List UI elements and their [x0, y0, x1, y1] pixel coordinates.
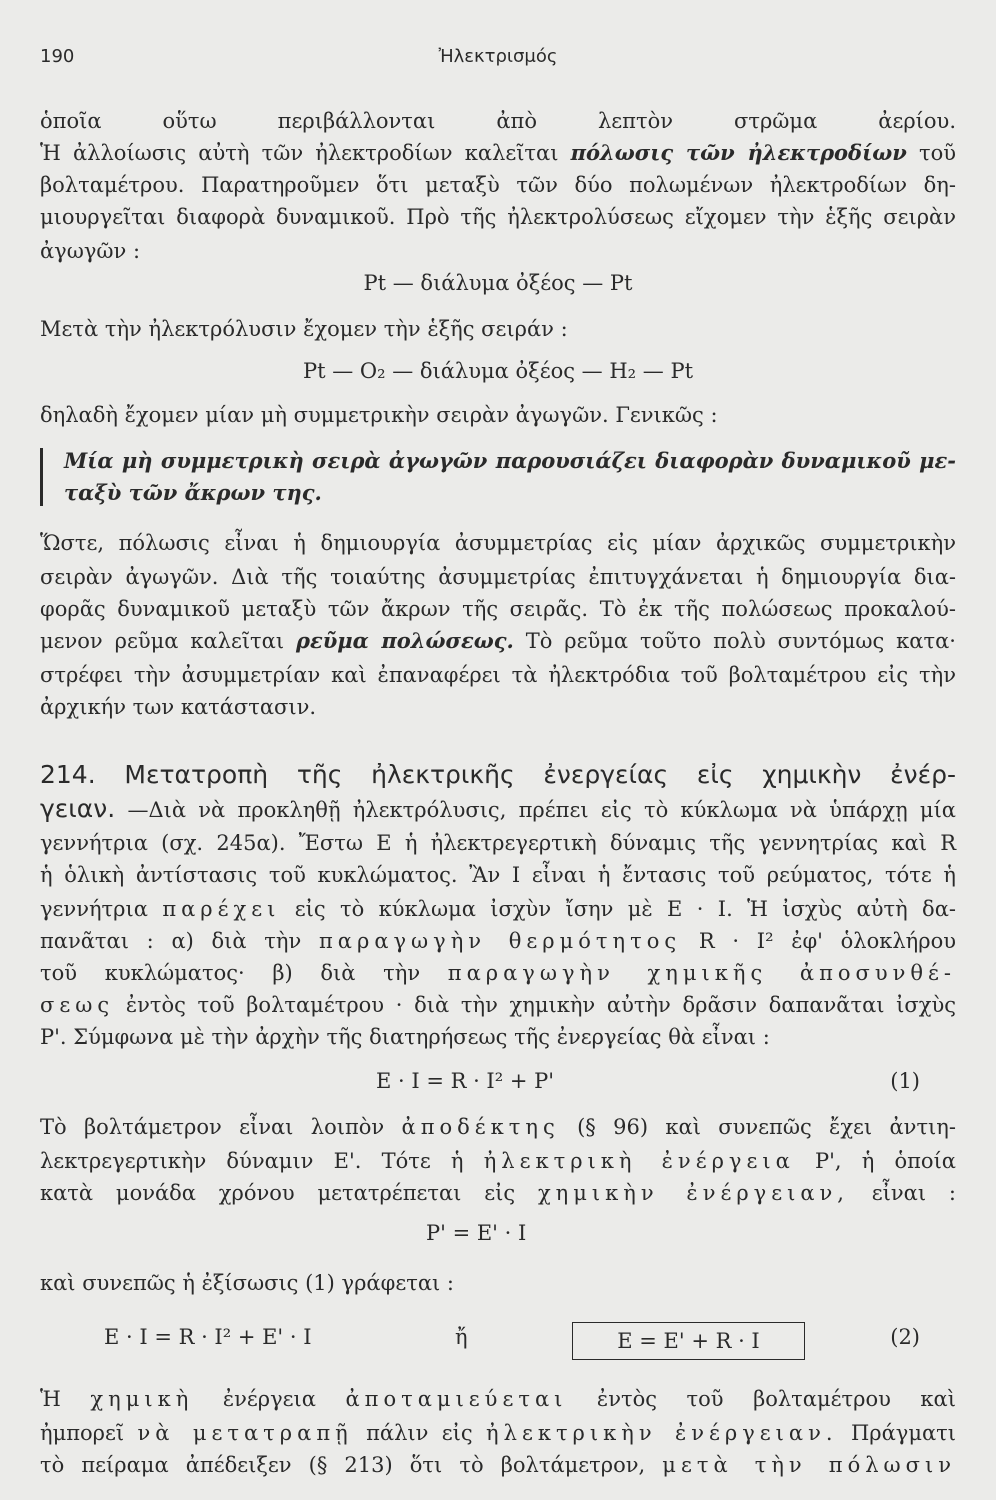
equation-2-left: E · I = R · I² + E' · I	[104, 1325, 312, 1349]
text-span: ἐνέργεια	[222, 1387, 316, 1411]
spaced-term: ἀποδέκτης	[401, 1115, 560, 1139]
text-line	[40, 202, 956, 232]
text-line	[40, 990, 956, 1020]
text-line	[40, 1418, 956, 1448]
text-line	[40, 894, 956, 924]
text-span: ὁποῖα οὕτω περιβάλλονται ἀπὸ λεπτὸν στρῶμα ἀερίου.	[40, 109, 956, 133]
spaced-term: χημικὴ	[90, 1387, 194, 1411]
equation-2-or: ἤ	[455, 1325, 468, 1349]
equation-1-number: (1)	[890, 1069, 920, 1093]
text-line	[40, 170, 956, 200]
text-span: τὸ πείραμα ἀπέδειξεν (§ 213) ὅτι τὸ βολτάμετρον,	[40, 1453, 646, 1477]
text-line: καὶ συνεπῶς ἡ ἐξίσωσις (1) γράφεται :	[40, 1271, 454, 1295]
spaced-term: ἀποταμιεύεται	[345, 1387, 568, 1411]
text-span: μενον ρεῦμα καλεῖται	[40, 629, 285, 653]
equation-power: P' = E' · I	[426, 1221, 527, 1245]
text-span: εἰς τὸ κύκλωμα ἰσχὺν ἴσην μὲ Ε · Ι. Ἡ ἰσχὺς αὐτὴ δα-	[294, 897, 956, 921]
text-span: (§ 96) καὶ συνεπῶς ἔχει ἀντιη-	[577, 1115, 956, 1139]
bold-term: ρεῦμα πολώσεως.	[296, 628, 514, 653]
text-line	[40, 1450, 956, 1480]
text-span: πανᾶται : α) διὰ τὴν	[40, 929, 302, 953]
equation-2-number: (2)	[890, 1325, 920, 1349]
text-span: Ἡ ἀλλοίωσις αὐτὴ τῶν ἠλεκτροδίων καλεῖται	[40, 141, 559, 165]
text-line	[40, 958, 956, 988]
text-line: ἀρχικήν των κατάστασιν.	[40, 695, 317, 719]
text-line	[40, 926, 956, 956]
text-span: λεκτρεγερτικὴν δύναμιν Ε'. Τότε ἡ	[40, 1149, 464, 1173]
spaced-term: σεως	[40, 993, 115, 1017]
text-span: μιουργεῖται διαφορὰ δυναμικοῦ. Πρὸ τῆς ἠλεκτρολύσεως εἴχομεν τὴν ἑξῆς σειρὰν	[40, 205, 956, 229]
spaced-term: παρέχει	[162, 897, 281, 921]
text-line	[40, 562, 956, 592]
section-heading	[40, 758, 956, 792]
text-span: εἶναι :	[871, 1181, 956, 1205]
spaced-term: παραγωγὴν χημικῆς ἀποσυνθέ-	[447, 961, 956, 985]
text-line	[40, 1384, 956, 1414]
text-span: Ἡ	[40, 1387, 61, 1411]
text-line	[40, 860, 956, 890]
spaced-term: ἠλεκτρικὴ ἐνέργεια	[483, 1149, 795, 1173]
text-span: φορᾶς δυναμικοῦ μεταξὺ τῶν ἄκρων τῆς σειρᾶς. Τὸ ἐκ τῆς πολώσεως προκαλού-	[40, 597, 956, 621]
text-line	[40, 1146, 956, 1176]
rule-line: ταξὺ τῶν ἄκρων της.	[64, 480, 322, 505]
text-line	[40, 660, 956, 690]
text-span: —Διὰ νὰ προκληθῇ ἠλεκτρόλυσις, πρέπει εἰς τὸ κύκλωμα νὰ ὑπάρχῃ μία	[127, 798, 956, 822]
text-span: στρέφει τὴν ἀσυμμετρίαν καὶ ἐπαναφέρει τὰ ἠλεκτρόδια τοῦ βολταμέτρου εἰς τὴν	[40, 663, 956, 687]
text-line	[40, 594, 956, 624]
text-span: γεννήτρια	[40, 897, 148, 921]
text-span: Μία μὴ συμμετρικὴ σειρὰ ἀγωγῶν παρουσιάζει διαφορὰν δυναμικοῦ με-	[64, 448, 956, 473]
conductor-chain-before: Pt — διάλυμα ὀξέος — Pt	[363, 271, 633, 295]
text-span: P', ἡ ὁποία	[814, 1149, 956, 1173]
text-line	[40, 828, 956, 858]
spaced-term: νὰ μετατραπῇ	[137, 1421, 353, 1445]
text-line	[40, 138, 956, 168]
spaced-term: ἠλεκτρικὴν ἐνέργειαν.	[486, 1421, 838, 1445]
running-title: Ἠλεκτρισμός	[438, 46, 558, 67]
text-line: Μετὰ τὴν ἠλεκτρόλυσιν ἔχομεν τὴν ἑξῆς σειράν :	[40, 317, 568, 341]
text-span: βολταμέτρου. Παρατηροῦμεν ὅτι μεταξὺ τῶν δύο πολωμένων ἠλεκτροδίων δη-	[40, 173, 956, 197]
text-span: γεννήτρια (σχ. 245α). Ἔστω Ε ἡ ἠλεκτρεγερτικὴ δύναμις τῆς γεννητρίας καὶ R	[40, 831, 956, 855]
boxed-expr: E = E' + R · I	[617, 1329, 760, 1353]
conductor-chain-after: Pt — O₂ — διάλυμα ὀξέος — H₂ — Pt	[302, 359, 694, 383]
spaced-term: μετὰ τὴν πόλωσιν	[662, 1453, 956, 1477]
text-span: κατὰ μονάδα χρόνου μετατρέπεται εἰς	[40, 1181, 516, 1205]
rule-marker-bar	[40, 448, 43, 506]
text-span: R · I² ἐφ' ὁλοκλήρου	[698, 929, 957, 953]
text-span: Ὥστε, πόλωσις εἶναι ἡ δημιουργία ἀσυμμετρίας εἰς μίαν ἀρχικῶς συμμετρικὴν	[40, 531, 956, 555]
text-line	[40, 106, 956, 136]
text-line	[40, 626, 956, 656]
equation-1: E · I = R · I² + P'	[376, 1069, 554, 1093]
text-span: 214. Μετατροπὴ τῆς ἠλεκτρικῆς ἐνεργείας εἰς χημικὴν ἐνέρ-	[40, 760, 956, 789]
text-span: τοῦ	[918, 141, 956, 165]
text-span: Τὸ βολτάμετρον εἶναι λοιπὸν	[40, 1115, 385, 1139]
text-line	[40, 1112, 956, 1142]
section-heading-end: γειαν.	[40, 794, 116, 823]
text-span: ἡ ὁλικὴ ἀντίστασις τοῦ κυκλώματος. Ἂν Ι εἶναι ἡ ἔντασις τοῦ ρεύματος, τότε ἡ	[40, 863, 956, 887]
text-line: δηλαδὴ ἔχομεν μίαν μὴ συμμετρικὴν σειρὰν ἀγωγῶν. Γενικῶς :	[40, 403, 718, 427]
text-span: ἐντὸς τοῦ βολταμέτρου · διὰ τὴν χημικὴν αὐτὴν δρᾶσιν δαπανᾶται ἰσχὺς	[125, 993, 956, 1017]
text-line: ἀγωγῶν :	[40, 239, 141, 263]
spaced-term: παραγωγὴν θερμότητος	[318, 929, 682, 953]
text-span: πάλιν εἰς	[366, 1421, 473, 1445]
equation-2-boxed	[572, 1322, 805, 1360]
text-span: τοῦ κυκλώματος· β) διὰ τὴν	[40, 961, 421, 985]
text-span: Τὸ ρεῦμα τοῦτο πολὺ συντόμως κατα·	[525, 629, 956, 653]
text-span: ἠμπορεῖ	[40, 1421, 125, 1445]
bold-term: πόλωσις τῶν ἠλεκτροδίων	[570, 140, 907, 165]
spaced-term: χημικὴν ἐνέργειαν,	[537, 1181, 849, 1205]
text-line	[40, 528, 956, 558]
text-line	[40, 794, 956, 825]
page-number: 190	[40, 46, 75, 67]
text-span: Πράγματι	[850, 1421, 957, 1445]
text-line	[40, 1178, 956, 1208]
text-line: P'. Σύμφωνα μὲ τὴν ἀρχὴν τῆς διατηρήσεως τῆς ἐνεργείας θὰ εἶναι :	[40, 1025, 770, 1049]
text-span: σειρὰν ἀγωγῶν. Διὰ τῆς τοιαύτης ἀσυμμετρίας ἐπιτυγχάνεται ἡ δημιουργία δια-	[40, 565, 956, 589]
rule-line	[64, 446, 956, 476]
text-span: ἐντὸς τοῦ βολταμέτρου καὶ	[596, 1387, 956, 1411]
